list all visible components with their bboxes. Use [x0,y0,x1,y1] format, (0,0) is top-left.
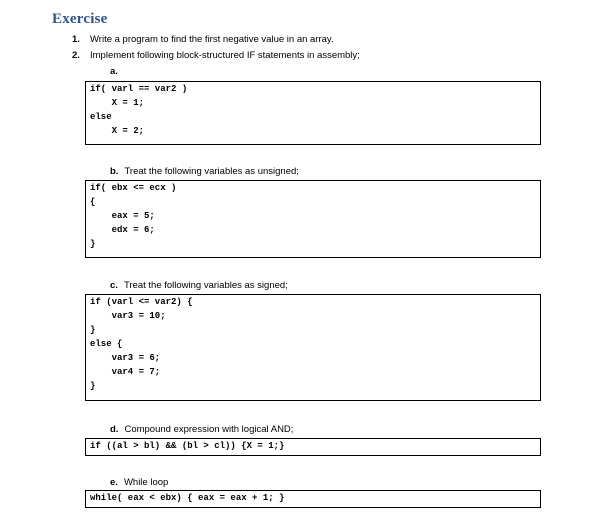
part-e-letter: e. [110,477,118,488]
part-d-caption: Compound expression with logical AND; [124,424,294,435]
part-d-code: if ((al > bl) && (bl > cl)) {X = 1;} [90,441,285,451]
exercise-title: Exercise [52,11,108,27]
part-c-code: if (varl <= var2) { var3 = 10; } else { var3 = 6; var4 = 7; } [90,297,193,391]
part-e-caption: While loop [123,477,169,488]
part-a-heading [110,66,124,78]
part-c-heading [110,280,288,292]
question-2 [72,50,360,62]
question-1 [72,34,334,46]
question-2-number: 2. [72,50,80,61]
part-e-code-box [85,490,541,508]
part-b-letter: b. [110,166,119,177]
part-a-code: if( varl == var2 ) X = 1; else X = 2; [90,84,188,136]
question-2-text: Implement following block-structured IF statements in assembly; [90,50,360,61]
question-1-text: Write a program to find the first negative value in an array. [90,34,334,45]
part-b-caption: Treat the following variables as unsigned; [124,166,299,177]
part-e-code: while( eax < ebx) { eax = eax + 1; } [90,493,285,503]
part-b-code-box [85,180,541,258]
part-a-code-box [85,81,541,145]
part-d-code-box [85,438,541,456]
part-c-caption: Treat the following variables as signed; [123,280,288,291]
part-c-code-box [85,294,541,401]
part-d-letter: d. [110,424,119,435]
question-1-number: 1. [72,34,80,45]
part-d-heading [110,424,293,436]
part-b-code: if( ebx <= ecx ) { eax = 5; edx = 6; } [90,183,177,249]
part-c-letter: c. [110,280,118,291]
part-e-heading [110,477,168,489]
part-b-heading [110,166,299,178]
part-a-letter: a. [110,66,118,77]
